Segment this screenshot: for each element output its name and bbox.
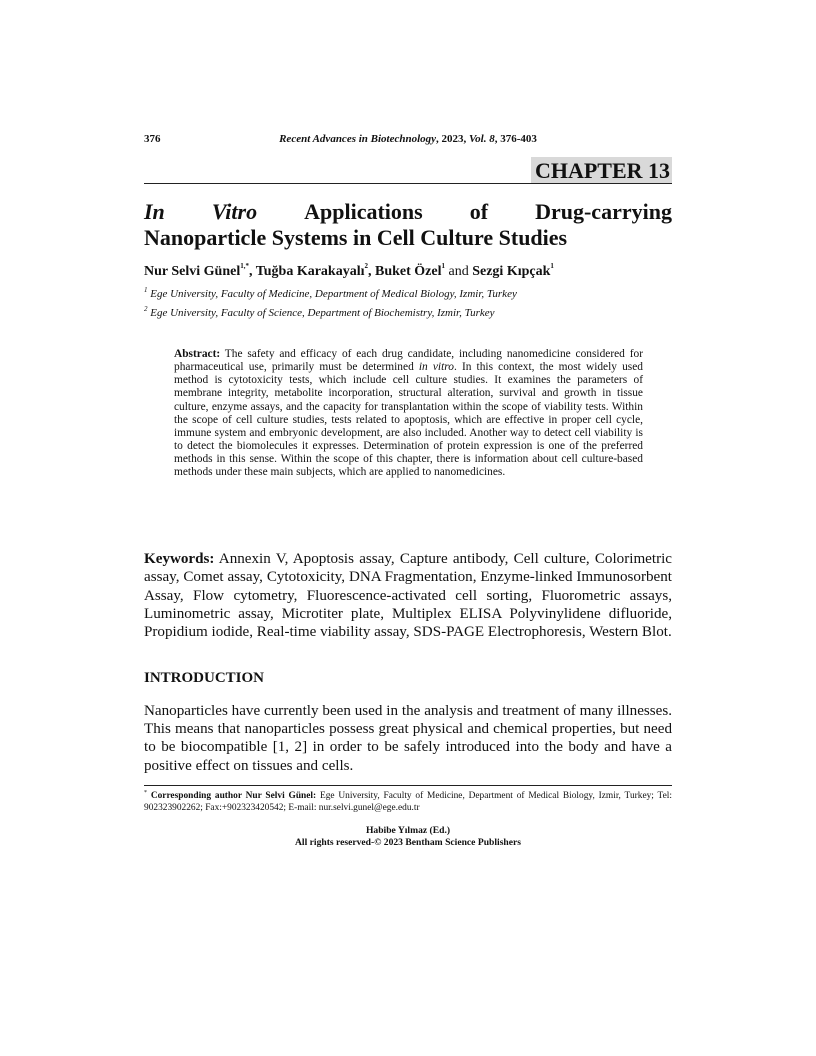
author-name: Nur Selvi Günel: [144, 264, 241, 279]
author-affiliation-mark: 2: [364, 262, 368, 270]
affiliation-text: Ege University, Faculty of Medicine, Department of Medical Biology, Izmir, Turkey: [147, 288, 517, 300]
title-line-1: [144, 199, 672, 225]
footnote: [144, 790, 672, 814]
editor-line: Habibe Yılmaz (Ed.): [365, 825, 451, 836]
chapter-label: CHAPTER 13: [531, 157, 672, 183]
footnote-label: Corresponding author Nur Selvi Günel:: [147, 791, 317, 801]
running-head: [144, 133, 672, 145]
abstract-italic-term: in vitro: [418, 361, 454, 374]
title-rule: [144, 183, 672, 184]
abstract-label: Abstract:: [174, 348, 221, 360]
title-line-2: Nanoparticle Systems in Cell Culture Studies: [144, 225, 568, 250]
chapter-title: [144, 199, 672, 251]
affiliation-number: 1: [144, 286, 148, 294]
abstract-text: The safety and efficacy of each drug candidate, including nanomedicine considered for pharmaceutical use, primarily must be determined: [174, 348, 643, 374]
footnote-mark: *: [144, 790, 147, 796]
keywords: [144, 550, 672, 641]
author-separator: ,: [368, 264, 375, 279]
title-word-drug-carrying: Drug-carrying: [535, 199, 672, 224]
author-conjunction: and: [445, 264, 473, 279]
title-word-in: In: [144, 199, 165, 224]
body-paragraph: Nanoparticles have currently been used in the analysis and treatment of many illnesses. This means that nanoparticles possess great physical and chemical properties, but need to be biocompatible [1, 2] in order to be safely introduced into the body and have a positive effect on tissues and cells.: [144, 703, 672, 774]
abstract: [174, 348, 643, 480]
abstract-text: . In this context, the most widely used method is cytotoxicity tests, which include cell culture studies. It examines the parameters of membrane integrity, metabolite incorporation, structural alteration, survival and growth in tissue culture, enzyme assays, and the capacity for transplantation within the scope of viability tests. Within the scope of cell culture studies, tests related to apoptosis, which are effective in proper cell cycle, immune system and embryonic development, are also included. Another way to detect cell viability is to detect the biomolecules it expresses. Determination of protein expression is one of the preferred methods in this sense. Within the scope of this chapter, there is information about cell culture-based methods under these main subjects, which are applied to nanomedicines.: [174, 361, 643, 479]
section-heading: INTRODUCTION: [144, 670, 265, 686]
title-word-applications: Applications: [304, 199, 423, 224]
page-number: 376: [144, 133, 161, 145]
journal-name: Recent Advances in Biotechnology: [279, 133, 437, 145]
footnote-text: Ege University, Faculty of Medicine, Department of Medical Biology, Izmir, Turkey; Tel: 902323902262; Fax:+902323420542; E-mail: nur.selvi.gunel@ege.edu.tr: [144, 791, 672, 813]
affiliation-number: 2: [144, 305, 148, 313]
author-affiliation-mark: 1,*: [240, 262, 249, 270]
title-word-vitro: Vitro: [211, 199, 258, 224]
affiliation: [144, 287, 672, 301]
author-separator: ,: [248, 264, 256, 279]
affiliation-text: Ege University, Faculty of Science, Department of Biochemistry, Izmir, Turkey: [147, 307, 495, 319]
journal-volume: Vol. 8: [469, 133, 495, 145]
journal-year: , 2023,: [436, 133, 470, 145]
author-name: Sezgi Kıpçak: [472, 264, 551, 279]
page-footer: [144, 825, 672, 849]
affiliation: [144, 306, 672, 320]
author-name: Tuğba Karakayalı: [255, 264, 365, 279]
copyright-line: All rights reserved-© 2023 Bentham Science Publishers: [294, 837, 522, 848]
author-affiliation-mark: 1: [441, 262, 445, 270]
title-word-of: of: [469, 199, 489, 224]
keywords-text: Annexin V, Apoptosis assay, Capture antibody, Cell culture, Colorimetric assay, Comet assay, Cytotoxicity, DNA Fragmentation, Enzyme-linked Immunosorbent Assay, Flow cytometry, Fluorescence-activated cell sorting, Fluorometric assays, Luminometric assay, Microtiter plate, Multiplex ELISA Polyvinylidene difluoride, Propidium iodide, Real-time viability assay, SDS-PAGE Electrophoresis, Western Blot.: [144, 551, 672, 641]
author-list: [144, 263, 672, 281]
journal-pages: , 376-403: [494, 133, 537, 145]
author-name: Buket Özel: [375, 264, 442, 279]
author-affiliation-mark: 1: [550, 262, 554, 270]
footnote-rule: [144, 785, 672, 786]
keywords-label: Keywords:: [144, 551, 215, 567]
